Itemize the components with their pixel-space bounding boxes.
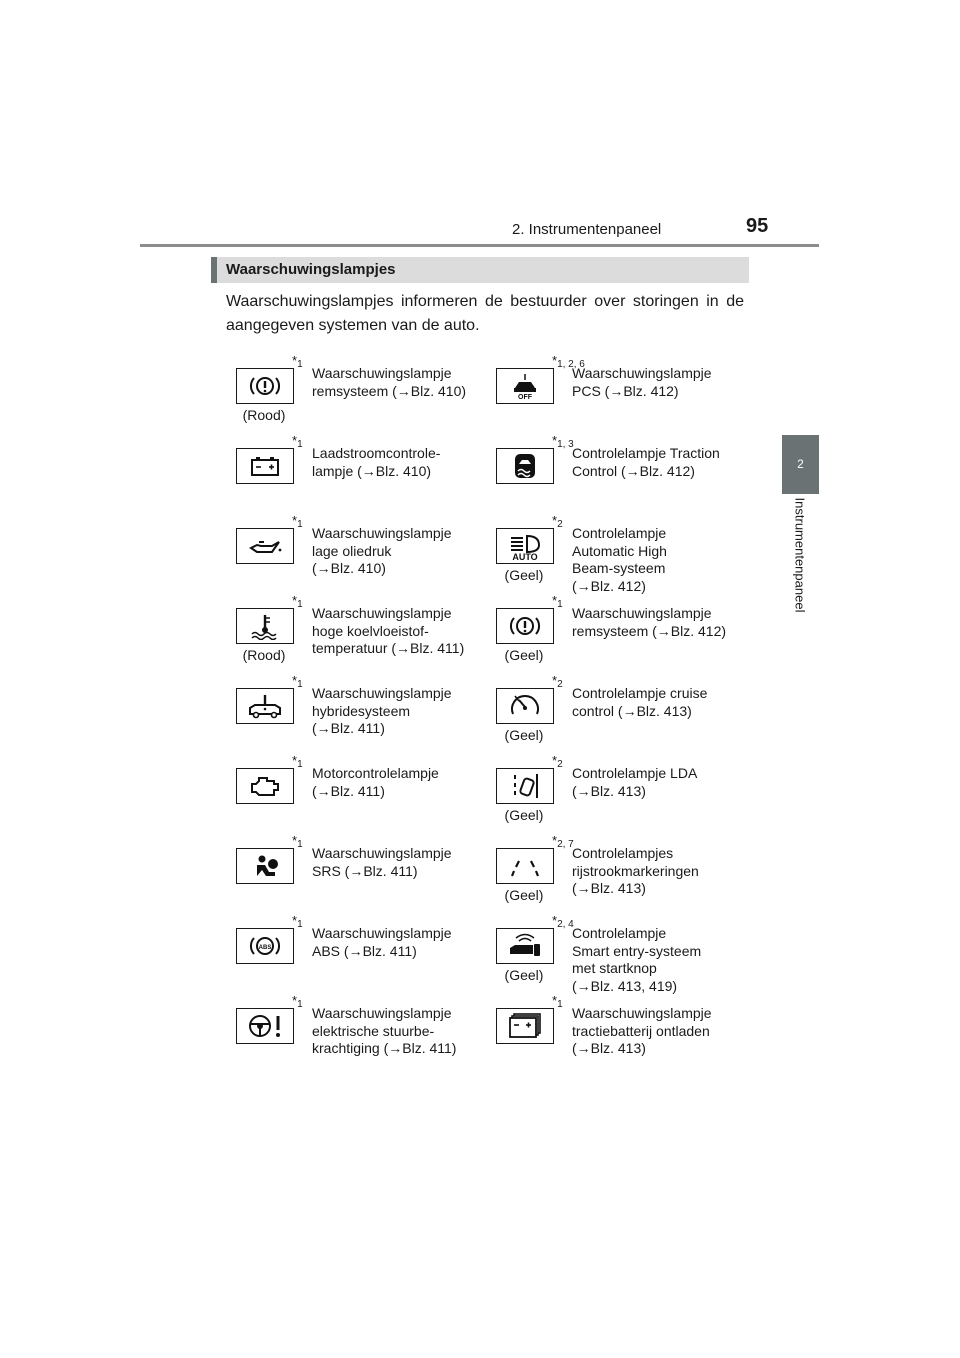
- smart-key-icon-box: [496, 928, 554, 964]
- footnote-marker: $*_1$: [292, 433, 303, 450]
- section-heading-text: Waarschuwingslampjes: [226, 261, 396, 278]
- svg-text:AUTO: AUTO: [512, 552, 538, 560]
- warning-light-entry: [226, 593, 488, 679]
- brake-warning-icon-box: [496, 608, 554, 644]
- traction-battery-icon-box: [496, 1008, 554, 1044]
- chapter-tab: 2: [782, 435, 819, 494]
- light-color-label: (Geel): [504, 647, 544, 663]
- battery-charge-icon-box: [236, 448, 294, 484]
- footnote-marker: $*_1$: [292, 513, 303, 530]
- light-description: Waarschuwingslampje hybridesysteem (→Blz. 411): [312, 685, 452, 736]
- auto-high-beam-icon: [505, 532, 545, 560]
- light-color-label: (Geel): [504, 967, 544, 983]
- check-engine-icon: [245, 772, 285, 800]
- footnote-marker: $*_1$: [552, 993, 563, 1010]
- light-description: Waarschuwingslampje remsysteem (→Blz. 410): [312, 365, 467, 399]
- warning-light-entry: [226, 753, 488, 839]
- footnote-marker: $*_1$: [292, 593, 303, 610]
- warning-light-entry: [486, 753, 748, 839]
- check-engine-icon-box: [236, 768, 294, 804]
- footnote-marker: $*_{1, 3}$: [552, 433, 574, 450]
- light-description: Waarschuwingslampje tractiebatterij ontladen (→Blz. 413): [572, 1005, 712, 1056]
- warning-light-entry: [226, 513, 488, 599]
- light-description: Controlelampje LDA (→Blz. 413): [572, 765, 698, 799]
- svg-text:OFF: OFF: [518, 394, 532, 400]
- footnote-marker: $*_1$: [292, 753, 303, 770]
- warning-light-entry: [486, 833, 748, 919]
- light-description: Waarschuwingslampje SRS (→Blz. 411): [312, 845, 452, 879]
- running-header-section: 2. Instrumentenpaneel: [512, 221, 662, 238]
- footnote-marker: $*_2$: [552, 673, 563, 690]
- hybrid-system-warning-icon: [245, 692, 285, 720]
- light-description: Waarschuwingslampje lage oliedruk (→Blz. 410): [312, 525, 452, 576]
- light-description: Waarschuwingslampje hoge koelvloeistof- temperatuur (→Blz. 411): [312, 605, 465, 656]
- brake-warning-icon: [505, 612, 545, 640]
- light-description: Controlelampje Automatic High Beam-systeem (→Blz. 412): [572, 525, 667, 594]
- footnote-marker: $*_1$: [292, 673, 303, 690]
- footnote-marker: $*_1$: [552, 593, 563, 610]
- footnote-marker: $*_{1, 2, 6}$: [552, 353, 585, 370]
- light-description: Controlelampje Smart entry-systeem met startknop (→Blz. 413, 419): [572, 925, 702, 994]
- traction-control-icon-box: [496, 448, 554, 484]
- warning-light-entry: [486, 513, 748, 599]
- srs-airbag-icon: [245, 852, 285, 880]
- warning-light-entry: [226, 673, 488, 759]
- abs-icon: [245, 932, 285, 960]
- footnote-marker: $*_2$: [552, 513, 563, 530]
- oil-pressure-icon: [245, 532, 285, 560]
- smart-key-icon: [505, 932, 545, 960]
- abs-icon-box: [236, 928, 294, 964]
- cruise-control-icon-box: [496, 688, 554, 724]
- svg-text:ABS: ABS: [258, 945, 272, 951]
- footnote-marker: $*_1$: [292, 353, 303, 370]
- page-number: 95: [746, 215, 769, 237]
- coolant-temperature-icon: [245, 612, 285, 640]
- light-description: Controlelampje cruise control (→Blz. 413): [572, 685, 708, 719]
- warning-light-entry: [226, 833, 488, 919]
- footnote-marker: $*_1$: [292, 913, 303, 930]
- header-rule: [140, 244, 819, 247]
- coolant-temperature-icon-box: [236, 608, 294, 644]
- intro-paragraph: Waarschuwingslampjes informeren de bestuurder over storingen in de aangegeven systemen van de auto.: [226, 293, 744, 334]
- pcs-off-icon-box: [496, 368, 554, 404]
- srs-airbag-icon-box: [236, 848, 294, 884]
- light-description: Controlelampjes rijstrookmarkeringen (→Blz. 413): [572, 845, 699, 896]
- light-description: Waarschuwingslampje remsysteem (→Blz. 412): [572, 605, 727, 639]
- warning-light-entry: [486, 673, 748, 759]
- auto-high-beam-icon-box: [496, 528, 554, 564]
- brake-warning-icon: [245, 372, 285, 400]
- light-description: Waarschuwingslampje PCS (→Blz. 412): [572, 365, 712, 399]
- warning-light-entry: [226, 433, 488, 519]
- warning-light-entry: [226, 913, 488, 999]
- section-heading-bar: [211, 257, 217, 283]
- light-color-label: (Geel): [504, 567, 544, 583]
- brake-warning-icon-box: [236, 368, 294, 404]
- warning-light-entry: [226, 353, 488, 439]
- light-color-label: (Geel): [504, 887, 544, 903]
- cruise-control-icon: [505, 692, 545, 720]
- lane-markers-icon-box: [496, 848, 554, 884]
- light-description: Motorcontrolelampje (→Blz. 411): [312, 765, 439, 799]
- light-color-label: (Rood): [242, 647, 286, 663]
- warning-light-entry: [226, 993, 488, 1079]
- warning-light-entry: [486, 993, 748, 1079]
- oil-pressure-icon-box: [236, 528, 294, 564]
- section-heading: [211, 257, 749, 283]
- power-steering-icon-box: [236, 1008, 294, 1044]
- light-description: Waarschuwingslampje elektrische stuurbe- krachtiging (→Blz. 411): [312, 1005, 457, 1056]
- warning-light-entry: [486, 913, 748, 999]
- light-color-label: (Geel): [504, 727, 544, 743]
- footnote-marker: $*_1$: [292, 833, 303, 850]
- light-description: Controlelampje Traction Control (→Blz. 412): [572, 445, 720, 479]
- light-description: Waarschuwingslampje ABS (→Blz. 411): [312, 925, 452, 959]
- lane-departure-icon: [505, 772, 545, 800]
- light-color-label: (Rood): [242, 407, 286, 423]
- warning-light-entry: [486, 433, 748, 519]
- lane-markers-icon: [505, 852, 545, 880]
- warning-light-entry: [486, 353, 748, 439]
- warning-light-entry: [486, 593, 748, 679]
- hybrid-system-warning-icon-box: [236, 688, 294, 724]
- pcs-off-icon: [505, 372, 545, 400]
- power-steering-icon: [245, 1012, 285, 1040]
- chapter-tab-label: Instrumentenpaneel: [792, 497, 808, 613]
- footnote-marker: $*_{2, 7}$: [552, 833, 574, 850]
- traction-battery-icon: [505, 1012, 545, 1040]
- footnote-marker: $*_1$: [292, 993, 303, 1010]
- footnote-marker: $*_2$: [552, 753, 563, 770]
- light-description: Laadstroomcontrole- lampje (→Blz. 410): [312, 445, 441, 479]
- traction-control-icon: [505, 452, 545, 480]
- light-color-label: (Geel): [504, 807, 544, 823]
- lane-departure-icon-box: [496, 768, 554, 804]
- battery-charge-icon: [245, 452, 285, 480]
- footnote-marker: $*_{2, 4}$: [552, 913, 574, 930]
